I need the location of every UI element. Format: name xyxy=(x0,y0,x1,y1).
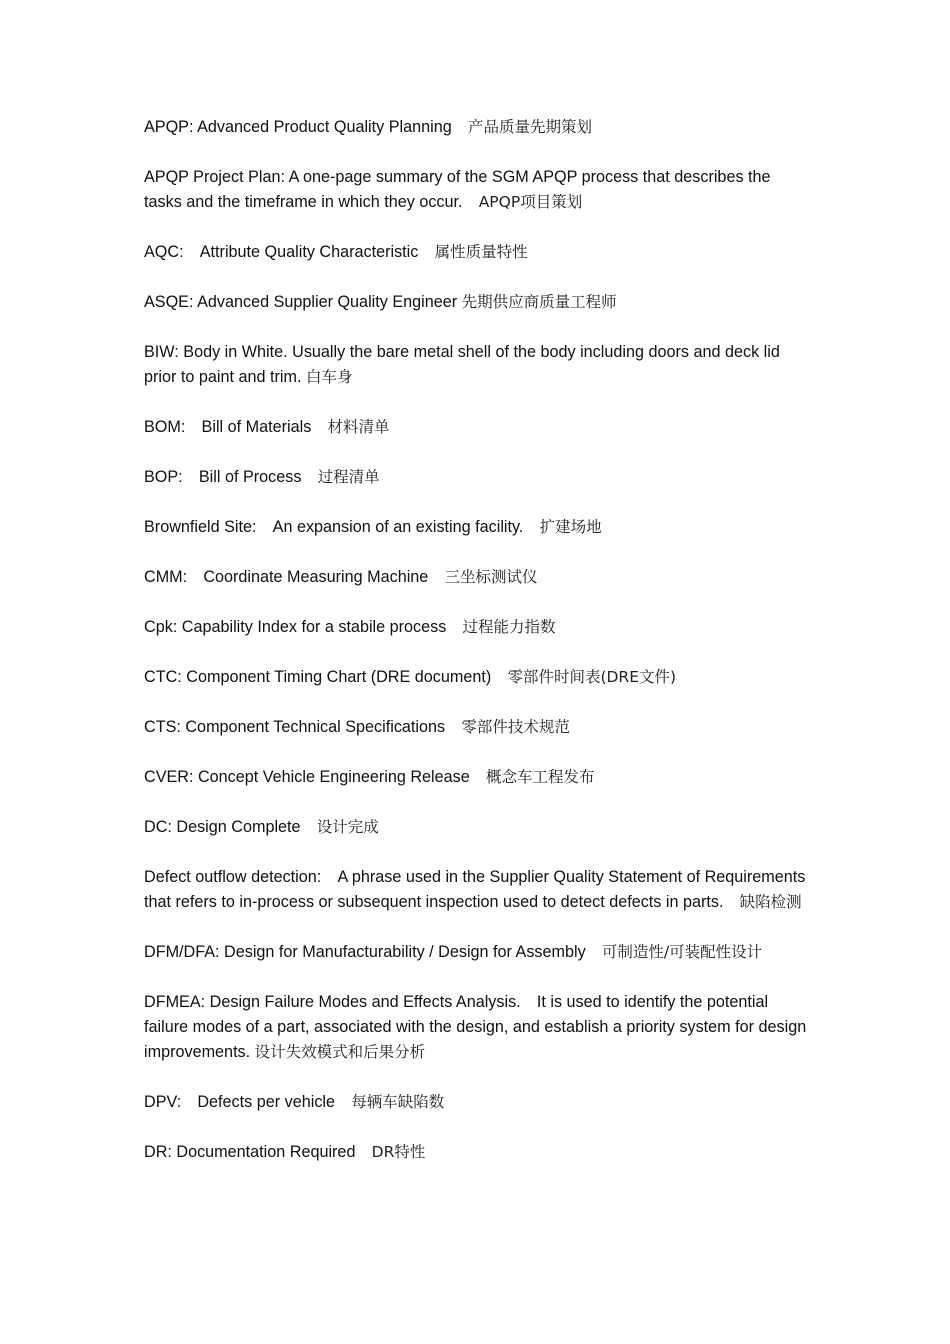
glossary-entry-biw xyxy=(144,340,810,390)
glossary-entry-apqp-project-plan xyxy=(144,165,810,215)
term-zh: 过程能力指数 xyxy=(462,618,556,636)
term-zh: 概念车工程发布 xyxy=(485,768,595,786)
glossary-entry-dfmea xyxy=(144,990,810,1065)
term-en: APQP Project Plan: A one-page summary of the SGM APQP process that describes the tasks and the timeframe in which they occur. xyxy=(144,168,776,211)
term-en: BIW: Body in White. Usually the bare metal shell of the body including doors and deck lid prior to paint and trim. xyxy=(144,343,785,386)
glossary-entry-dfm-dfa xyxy=(144,940,810,965)
glossary-entry-dpv xyxy=(144,1090,810,1115)
glossary-entry-aqc xyxy=(144,240,810,265)
term-zh: 零部件技术规范 xyxy=(461,718,570,736)
term-zh: 属性质量特性 xyxy=(434,243,528,261)
term-en: BOP: Bill of Process xyxy=(144,468,318,486)
term-zh: 扩建场地 xyxy=(539,518,602,536)
glossary-entry-asqe xyxy=(144,290,810,315)
term-zh: 设计失效模式和后果分析 xyxy=(254,1043,426,1061)
glossary-entry-bom xyxy=(144,415,810,440)
term-zh: 缺陷检测 xyxy=(739,893,802,911)
glossary-entry-apqp xyxy=(144,115,810,140)
glossary-entry-bop xyxy=(144,465,810,490)
term-en: Cpk: Capability Index for a stabile process xyxy=(144,618,463,636)
term-en: CVER: Concept Vehicle Engineering Release xyxy=(144,768,486,786)
glossary-entry-brownfield-site xyxy=(144,515,810,540)
term-zh: 先期供应商质量工程师 xyxy=(461,293,617,311)
term-en: ASQE: Advanced Supplier Quality Engineer xyxy=(144,293,462,311)
term-zh: APQP项目策划 xyxy=(478,193,583,211)
term-zh: 设计完成 xyxy=(316,818,379,836)
glossary-entry-cmm xyxy=(144,565,810,590)
term-zh: 过程清单 xyxy=(317,468,380,486)
glossary-entry-defect-outflow-detection xyxy=(144,865,810,915)
glossary-list xyxy=(144,115,810,1165)
term-zh: DR特性 xyxy=(371,1143,426,1161)
term-en: Defect outflow detection: A phrase used in the Supplier Quality Statement of Requirements that refers to in-process or subsequent inspection used to detect defects in parts. xyxy=(144,868,810,911)
term-en: DR: Documentation Required xyxy=(144,1143,372,1161)
term-en: CTS: Component Technical Specifications xyxy=(144,718,462,736)
glossary-entry-dr xyxy=(144,1140,810,1165)
term-en: CMM: Coordinate Measuring Machine xyxy=(144,568,445,586)
term-en: AQC: Attribute Quality Characteristic xyxy=(144,243,435,261)
term-en: DPV: Defects per vehicle xyxy=(144,1093,352,1111)
term-en: Brownfield Site: An expansion of an existing facility. xyxy=(144,518,540,536)
glossary-entry-cpk xyxy=(144,615,810,640)
term-zh: 每辆车缺陷数 xyxy=(351,1093,445,1111)
term-zh: 零部件时间表(DRE文件) xyxy=(507,668,677,686)
term-zh: 三坐标测试仪 xyxy=(444,568,538,586)
term-en: BOM: Bill of Materials xyxy=(144,418,328,436)
term-zh: 材料清单 xyxy=(327,418,390,436)
glossary-entry-ctc xyxy=(144,665,810,690)
term-en: DFMEA: Design Failure Modes and Effects Analysis. It is used to identify the potential failure modes of a part, associated with the design, and establish a priority system for design improvements. xyxy=(144,993,811,1061)
glossary-entry-cver xyxy=(144,765,810,790)
term-en: DFM/DFA: Design for Manufacturability / Design for Assembly xyxy=(144,943,602,961)
glossary-entry-cts xyxy=(144,715,810,740)
glossary-entry-dc xyxy=(144,815,810,840)
term-zh: 白车身 xyxy=(305,368,353,386)
term-zh: 产品质量先期策划 xyxy=(467,118,592,136)
term-en: CTC: Component Timing Chart (DRE document) xyxy=(144,668,508,686)
term-en: APQP: Advanced Product Quality Planning xyxy=(144,118,468,136)
term-en: DC: Design Complete xyxy=(144,818,317,836)
term-zh: 可制造性/可装配性设计 xyxy=(601,943,763,961)
